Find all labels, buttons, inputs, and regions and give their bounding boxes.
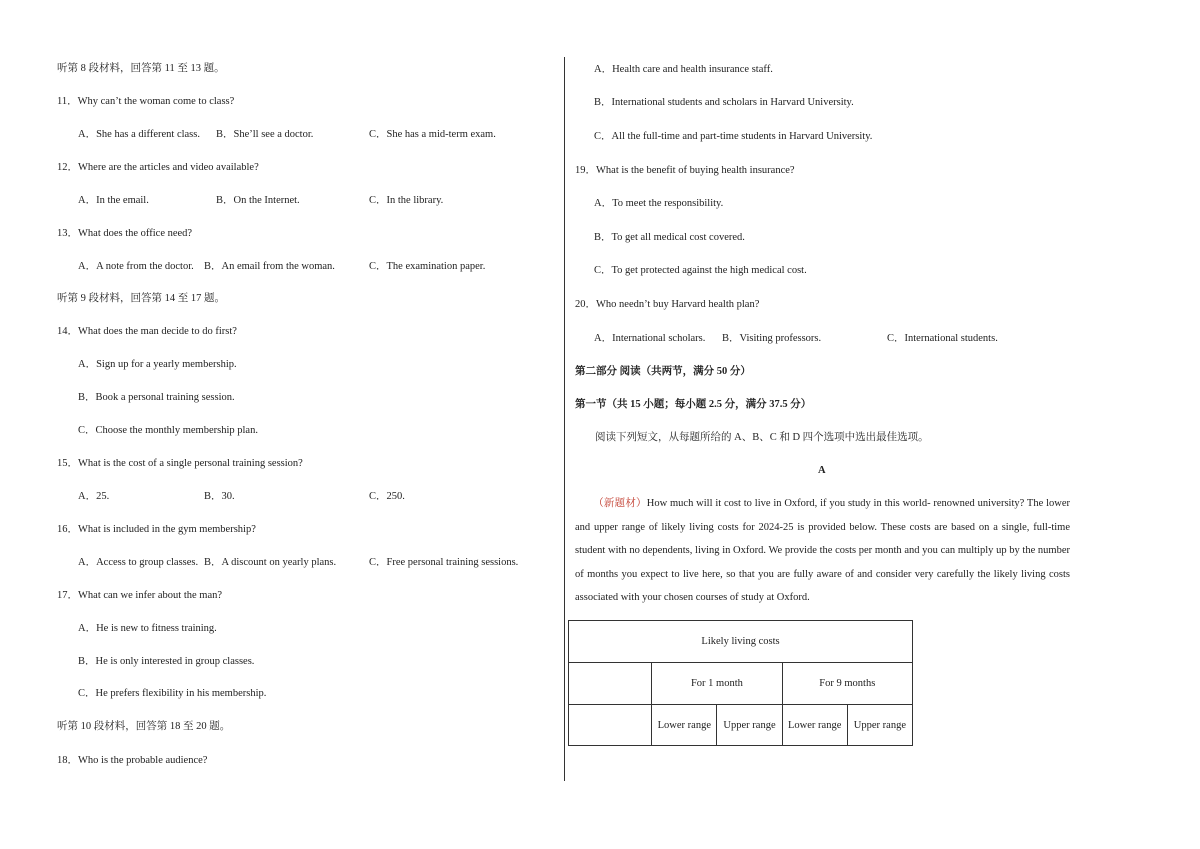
table-header-9-months: For 9 months (782, 663, 912, 705)
passage-body: How much will it cost to live in Oxford, if you study in this world- renowned university? The lower and upper range of likely living costs for 2024-25 is provided below. These costs are based on a single, full-time student with no dependents, living in Oxford. We provide the costs per month and you can multiply up by the number of months you expect to live here, so that you are fully aware of and consider very carefully the likely living costs associated with your chosen courses of study at Oxford. (575, 498, 1071, 604)
option-20c: C．International students. (887, 333, 998, 344)
option-15b: B．30. (204, 491, 235, 502)
option-20b: B．Visiting professors. (722, 333, 822, 344)
option-13a: A．A note from the doctor. (78, 261, 194, 272)
option-18c: C．All the full-time and part-time students in Harvard University. (594, 131, 873, 142)
section-8-instruction: 听第 8 段材料，回答第 11 至 13 题。 (57, 63, 225, 74)
option-14b: B．Book a personal training session. (78, 392, 235, 403)
option-18b: B．International students and scholars in Harvard University. (594, 97, 854, 108)
part-2-heading: 第二部分 阅读（共两节，满分 50 分） (575, 366, 751, 377)
living-costs-table (568, 620, 913, 746)
reading-instruction: 阅读下列短文，从每题所给的 A、B、C 和 D 四个选项中选出最佳选项。 (595, 432, 929, 443)
option-11b: B．She’ll see a doctor. (216, 129, 314, 140)
section-1-heading: 第一节（共 15 小题；每小题 2.5 分，满分 37.5 分） (575, 399, 812, 410)
section-9-instruction: 听第 9 段材料，回答第 14 至 17 题。 (57, 293, 225, 304)
table-lower-range-1: Lower range (652, 705, 717, 746)
option-12c: C．In the library. (369, 195, 444, 206)
new-topic-tag: （新题材） (593, 498, 647, 509)
question-14: 14．What does the man decide to do first? (57, 326, 237, 337)
passage-text (575, 492, 1070, 610)
table-upper-range-9: Upper range (847, 705, 912, 746)
option-18a: A．Health care and health insurance staff. (594, 64, 773, 75)
option-12b: B．On the Internet. (216, 195, 300, 206)
question-18: 18．Who is the probable audience? (57, 755, 208, 766)
table-upper-range-1: Upper range (717, 705, 782, 746)
option-20a: A．International scholars. (594, 333, 706, 344)
question-20: 20．Who needn’t buy Harvard health plan? (575, 299, 760, 310)
table-empty-cell (569, 705, 652, 746)
option-11a: A．She has a different class. (78, 129, 200, 140)
question-19: 19．What is the benefit of buying health insurance? (575, 165, 795, 176)
table-empty-cell (569, 663, 652, 705)
question-13: 13．What does the office need? (57, 228, 193, 239)
option-16a: A．Access to group classes. (78, 557, 199, 568)
option-17a: A．He is new to fitness training. (78, 623, 217, 634)
option-13b: B．An email from the woman. (204, 261, 335, 272)
section-10-instruction: 听第 10 段材料，回答第 18 至 20 题。 (57, 721, 231, 732)
option-14a: A．Sign up for a yearly membership. (78, 359, 237, 370)
option-15a: A．25. (78, 491, 110, 502)
option-19a: A．To meet the responsibility. (594, 198, 724, 209)
column-divider (564, 57, 565, 781)
option-17b: B．He is only interested in group classes. (78, 656, 255, 667)
option-17c: C．He prefers flexibility in his membership. (78, 688, 267, 699)
table-header-1-month: For 1 month (652, 663, 782, 705)
option-19c: C．To get protected against the high medical cost. (594, 265, 807, 276)
option-19b: B．To get all medical cost covered. (594, 232, 745, 243)
passage-label: A (818, 465, 826, 476)
option-14c: C．Choose the monthly membership plan. (78, 425, 258, 436)
option-15c: C．250. (369, 491, 405, 502)
question-11: 11．Why can’t the woman come to class? (57, 96, 235, 107)
option-13c: C．The examination paper. (369, 261, 486, 272)
question-16: 16．What is included in the gym membership? (57, 524, 256, 535)
table-title: Likely living costs (569, 621, 913, 663)
option-11c: C．She has a mid-term exam. (369, 129, 496, 140)
table-lower-range-9: Lower range (782, 705, 847, 746)
question-17: 17．What can we infer about the man? (57, 590, 223, 601)
option-16b: B．A discount on yearly plans. (204, 557, 337, 568)
question-15: 15．What is the cost of a single personal training session? (57, 458, 303, 469)
option-12a: A．In the email. (78, 195, 149, 206)
option-16c: C．Free personal training sessions. (369, 557, 519, 568)
question-12: 12．Where are the articles and video available? (57, 162, 259, 173)
